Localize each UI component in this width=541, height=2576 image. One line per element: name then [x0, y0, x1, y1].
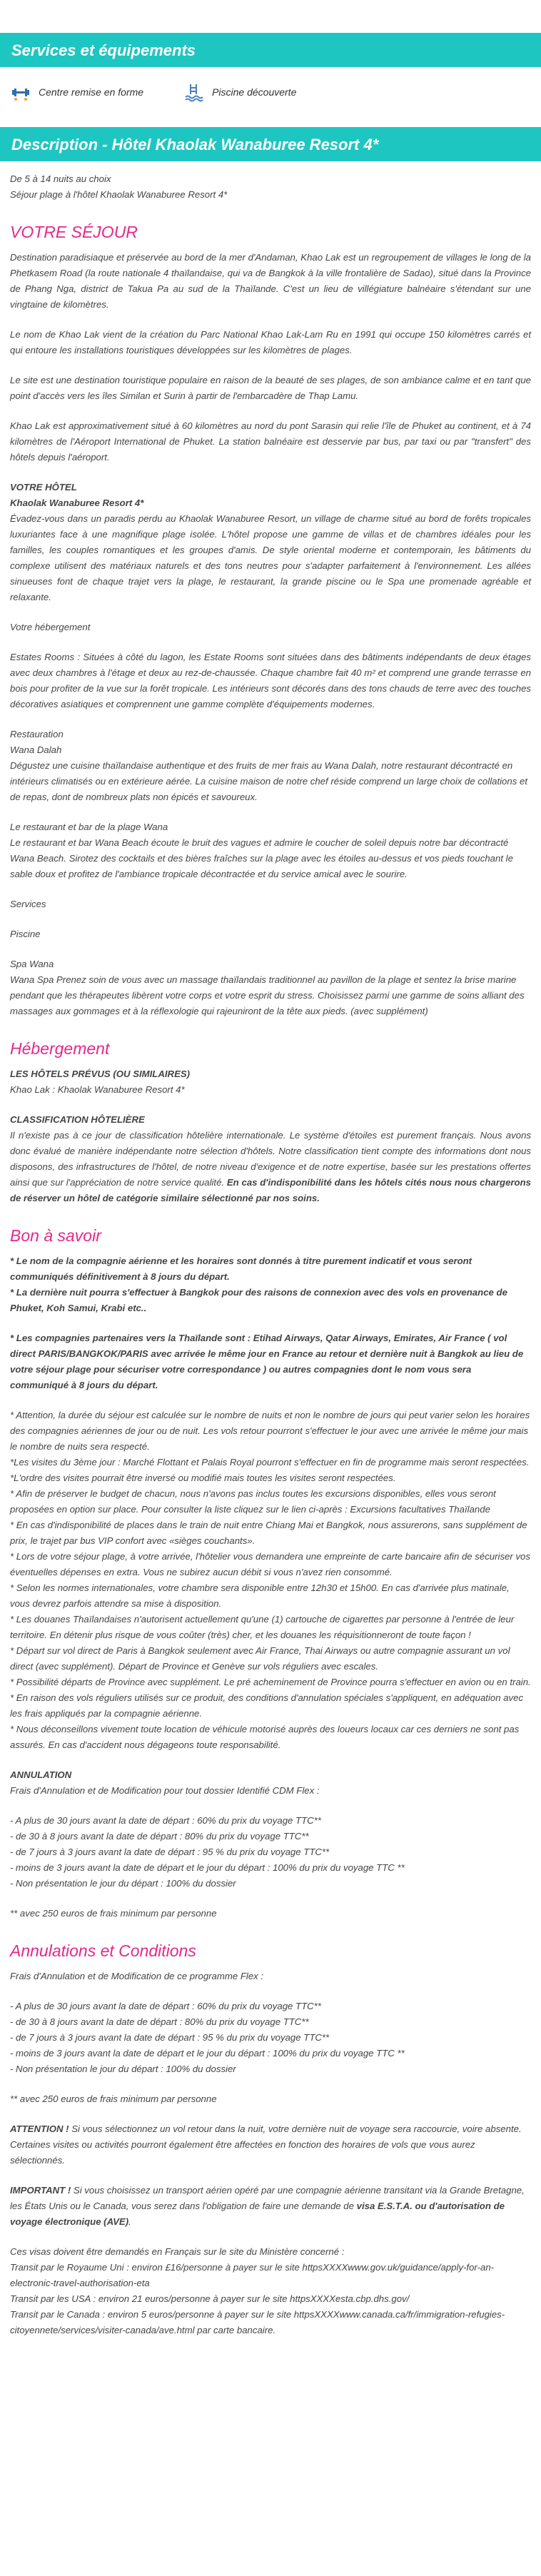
- annulation-list: [10, 1813, 531, 1891]
- classification-body: Il n'existe pas à ce jour de classification hôtelière internationale. Le système d'étoiles est purement français. Nous avons donc évalué de manière indépendante notre sélection d'hôtels. Notre classification tient compte des informations dont nous disposons, des infrastructures de l'hôtel, de notre niveau d'exigence et de notre expertise, basée sur les prestations offertes ainsi que sur l'appréciation de notre service qualité.: [10, 1130, 531, 1188]
- important-end: .: [128, 2216, 131, 2227]
- conditions-note: ** avec 250 euros de frais minimum par personne: [10, 2093, 217, 2104]
- pool-heading: Piscine: [10, 929, 41, 939]
- conditions-item: - de 30 à 8 jours avant la date de départ : 80% du prix du voyage TTC**: [10, 2016, 309, 2027]
- annulation-item: - moins de 3 jours avant la date de départ et le jour du départ : 100% du prix du voyage TTC **: [10, 1862, 405, 1873]
- important-bold: visa E.S.T.A. ou d'autorisation de voyage électronique (AVE): [10, 2201, 505, 2227]
- duration-text: De 5 à 14 nuits au choix: [10, 173, 111, 184]
- annulation-item: - de 30 à 8 jours avant la date de départ : 80% du prix du voyage TTC**: [10, 1831, 309, 1842]
- restaurant-name: Wana Dalah: [10, 744, 62, 755]
- description-content: [0, 161, 541, 2367]
- sejour-paragraph: Destination paradisiaque et préservée au bord de la mer d'Andaman, Khao Lak est un regroupement de villages le long de la Phetkasem Road (la route nationale 4 thaïlandaise, qui va de Bangkok à la ville frontalière de Sadao), situé dans la Province de Phang Nga, district de Takua Pa au sud de la Thaïlande. C'est un lieu de villégiature balnéaire s'étendant sur une vingtaine de kilomètres.: [10, 252, 531, 310]
- important-text: Si vous choisissez un transport aérien opéré par une compagnie aérienne transitant via la Grande Bretagne, les États Unis ou le Canada, vous serez dans l'obligation de faire une demande de: [10, 2185, 525, 2211]
- attention-label: ATTENTION !: [10, 2123, 69, 2134]
- facility-label: Piscine découverte: [212, 86, 297, 98]
- note-item: * Départ sur vol direct de Paris à Bangkok seulement avec Air France, Thai Airways ou autre compagnie assurant un vol direct (avec supplément). Départ de Province et Genève sur vols réguliers avec escales.: [10, 1645, 510, 1672]
- note-item: * Attention, la durée du séjour est calculée sur le nombre de nuits et non le nombre de jours qui peut varier selon les horaires des compagnies aériennes de jour ou de nuit. Les vols retour pourront s'effectuer le jour avec une arrivée le même jour mais le nombre de nuits sera respecté.: [10, 1410, 530, 1452]
- note-item: * En raison des vols réguliers utilisés sur ce produit, des conditions d'annulation spéciales s'appliquent, en adéquation avec les frais appliqués par la compagnie aérienne.: [10, 1692, 524, 1719]
- hotel-description: Évadez-vous dans un paradis perdu au Khaolak Wanaburee Resort, un village de charme situé au bord de forêts tropicales luxuriantes face à une magnifique plage isolée. L'hôtel propose une gamme de villas et de chambres idéales pour les familles, les couples romantiques et les groupes d'amis. De style oriental moderne et contemporain, les bâtiments du complexe utilisent des matériaux naturels et des tons neutres pour s'adapter parfaitement à l'environnement. Les allées sinueuses font de chaque trajet vers la plage, le restaurant, la grande piscine ou le Spa une promenade agréable et relaxante.: [10, 513, 531, 602]
- bar-description: Le restaurant et bar Wana Beach écoute le bruit des vagues et admire le coucher de soleil depuis notre bar décontracté Wana Beach. Sirotez des cocktails et des bières fraîches sur la plage avec les étoiles au-dessus et vos pieds touchant le sable doux et profitez de l'ambiance tropicale décontractée et du service amical avec le sourire.: [10, 837, 513, 879]
- important-paragraph: [10, 2183, 531, 2230]
- classification-heading: CLASSIFICATION HÔTELIÈRE: [10, 1114, 145, 1125]
- note-item: *Les visites du 3ème jour : Marché Flottant et Palais Royal pourront s'effectuer en fin de programme mais seront respectées.: [10, 1457, 530, 1468]
- bar-heading: Le restaurant et bar de la plage Wana: [10, 822, 168, 832]
- note-item: * Nous déconseillons vivement toute location de véhicule motorisé auprès des loueurs locaux car ces derniers ne sont pas assurés. En cas d'accident nous dégageons toute responsabilité.: [10, 1724, 520, 1750]
- conditions-item: - A plus de 30 jours avant la date de départ : 60% du prix du voyage TTC**: [10, 2001, 321, 2011]
- note-item: * Lors de votre séjour plage, à votre arrivée, l'hôtelier vous demandera une empreinte de carte bancaire afin de sécuriser vos éventuelles dépenses en extra. Vous ne subirez aucun débit si vous n'avez rien consommé.: [10, 1551, 530, 1577]
- note-item: * Afin de préserver le budget de chacun, nous n'avons pas inclus toutes les excursions disponibles, elles vous seront proposées en option sur place. Pour consulter la liste cliquez sur le lien ci-après : Excursions facultatives Thaïlande: [10, 1488, 496, 1515]
- annulation-item: - de 7 jours à 3 jours avant la date de départ : 95 % du prix du voyage TTC**: [10, 1847, 330, 1857]
- annulation-item: - Non présentation le jour du départ : 100% du dossier: [10, 1878, 236, 1889]
- classification-bold: En cas d'indisponibilité dans les hôtels cités nous nous chargerons de réserver un hôtel de catégorie similaire sélectionné par nos soins.: [10, 1177, 531, 1203]
- annulation-note: ** avec 250 euros de frais minimum par personne: [10, 1908, 217, 1919]
- info-bold: * Le nom de la compagnie aérienne et les horaires sont donnés à titre purement indicatif et vous seront communiqués définitivement à 8 jours du départ.: [10, 1256, 472, 1282]
- sejour-paragraph: Le site est une destination touristique populaire en raison de la beauté de ses plages, de son ambiance calme et en tant que point d'accès vers les îles Similan et Surin à partir de l'embarcadère de Thap Lamu.: [10, 375, 531, 401]
- conditions-intro: Frais d'Annulation et de Modification de ce programme Flex :: [10, 1971, 264, 1981]
- note-item: *L'ordre des visites pourrait être inversé ou modifié mais toutes les visites seront respectées.: [10, 1473, 396, 1483]
- attention-paragraph: [10, 2121, 531, 2168]
- visa-info: [10, 2244, 531, 2338]
- page: [0, 33, 541, 2367]
- restaurant-heading: Restauration: [10, 729, 64, 739]
- sejour-heading: VOTRE SÉJOUR: [10, 223, 138, 241]
- description-title: Description - Hôtel Khaolak Wanaburee Resort 4*: [0, 127, 541, 161]
- spa-heading: Spa Wana: [10, 959, 54, 969]
- note-item: * Les douanes Thaïlandaises n'autorisent actuellement qu'une (1) cartouche de cigarettes par personne à l'entrée de leur territoire. En détenir plus risque de vous coûter (très) cher, et les douanes les réquisitionneront de toute façon !: [10, 1614, 515, 1640]
- annulation-heading: ANNULATION: [10, 1769, 72, 1780]
- outdoor-pool-icon: [183, 81, 205, 103]
- info-bold: * La dernière nuit pourra s'effectuer à Bangkok pour des raisons de connexion avec des vols en provenance de Phuket, Koh Samui, Krabi etc..: [10, 1287, 507, 1313]
- info-bold: * Les compagnies partenaires vers la Thaïlande sont : Etihad Airways, Qatar Airways, Emirates, Air France ( vol direct PARIS/BANGKOK/PARIS avec arrivée le même jour en France au retour et dernière nuit à Bangkok au lieu de votre séjour plage pour sécuriser votre correspondance ) ou autres compagnies dont le nom vous sera communiqué à 8 jours du départ.: [10, 1333, 524, 1390]
- hotels-planned-line: Khao Lak : Khaolak Wanaburee Resort 4*: [10, 1084, 185, 1095]
- conditions-item: - de 7 jours à 3 jours avant la date de départ : 95 % du prix du voyage TTC**: [10, 2032, 330, 2043]
- restaurant-description: Dégustez une cuisine thaïlandaise authentique et des fruits de mer frais au Wana Dalah, notre restaurant décontracté en intérieurs climatisés ou en extérieure aérée. La cuisine maison de notre chef réside comprend un large choix de collations et de repas, dont de nombreux plats non épicés et savoureux.: [10, 760, 527, 802]
- facility-pool: [183, 81, 296, 103]
- visa-canada[interactable]: Transit par le Canada : environ 5 euros/personne à payer sur le site httpsXXXXwww.canada.ca/fr/immigration-refugies-citoyennete/services/visiter-canada/ave.html par carte bancaire.: [10, 2309, 505, 2335]
- facility-label: Centre remise en forme: [39, 86, 144, 98]
- conditions-item: - Non présentation le jour du départ : 100% du dossier: [10, 2064, 236, 2074]
- note-item: * Selon les normes internationales, votre chambre sera disponible entre 12h30 et 15h00. En cas d'arrivée plus matinale, vous devrez parfois attendre sa mise à disposition.: [10, 1582, 510, 1609]
- conditions-heading: Annulations et Conditions: [10, 1941, 196, 1960]
- hotels-planned-heading: LES HÔTELS PRÉVUS (OU SIMILAIRES): [10, 1069, 191, 1079]
- conditions-list: [10, 1999, 531, 2077]
- lodging-description: Estates Rooms : Situées à côté du lagon, les Estate Rooms sont situées dans des bâtiments indépendants de deux étages avec deux chambres à l'étage et deux au rez-de-chaussée. Chaque chambre fait 40 m² et comprend une grande terrasse en bois pour profiter de la vue sur la forêt tropicale. Les intérieurs sont décorés dans des tons chauds de terre avec des touches décoratives asiatiques et comprennent une gamme complète d'équipements modernes.: [10, 652, 531, 709]
- fitness-center-icon: [10, 81, 31, 103]
- sejour-paragraph: Le nom de Khao Lak vient de la création du Parc National Khao Lak-Lam Ru en 1991 qui occupe 150 kilomètres carrés et qui entoure les installations touristiques développées sur les kilomètres de plages.: [10, 329, 531, 355]
- important-label: IMPORTANT !: [10, 2185, 71, 2196]
- conditions-item: - moins de 3 jours avant la date de départ et le jour du départ : 100% du prix du voyage TTC **: [10, 2048, 405, 2059]
- annulation-intro: Frais d'Annulation et de Modification pour tout dossier Identifié CDM Flex :: [10, 1785, 320, 1796]
- note-item: * Possibilité départs de Province avec supplément. Le pré acheminement de Province pourra s'effectuer en avion ou en train.: [10, 1677, 531, 1687]
- sejour-paragraph: Khao Lak est approximativement situé à 60 kilomètres au nord du pont Sarasin qui relie l'île de Phuket au continent, et à 74 kilomètres de l'Aéroport International de Phuket. La station balnéaire est desservie par bus, par taxi ou par "transfert" des hôtels depuis l'aéroport.: [10, 420, 531, 463]
- stay-text: Séjour plage à l'hôtel Khaolak Wanaburee Resort 4*: [10, 189, 228, 200]
- visa-us[interactable]: Transit par les USA : environ 21 euros/personne à payer sur le site httpsXXXXesta.cbp.dhs.gov/: [10, 2293, 410, 2304]
- facilities-list: [0, 67, 541, 127]
- services-heading: Services: [10, 899, 46, 909]
- spa-description: Wana Spa Prenez soin de vous avec un massage thaïlandais traditionnel au pavillon de la plage et sentez la brise marine pendant que les thérapeutes libèrent votre corps et votre esprit du stress. Choisissez parmi une gamme de soins alliant des massages aux gommages et à la réflexologie qui rajeuniront de la tête aux pieds. (avec supplément): [10, 974, 525, 1016]
- note-item: * En cas d'indisponibilité de places dans le train de nuit entre Chiang Mai et Bangkok, nous assurerons, sans supplément de prix, le trajet par bus VIP confort avec «sièges couchants».: [10, 1520, 527, 1546]
- visa-intro: Ces visas doivent être demandés en Français sur le site du Ministère concerné :: [10, 2246, 345, 2257]
- classification-text: [10, 1128, 531, 1206]
- annulation-item: - A plus de 30 jours avant la date de départ : 60% du prix du voyage TTC**: [10, 1815, 321, 1826]
- hebergement-heading: Hébergement: [10, 1039, 110, 1058]
- notes-list: [10, 1408, 531, 1753]
- hotel-heading: VOTRE HÔTEL: [10, 482, 77, 493]
- visa-uk[interactable]: Transit par le Royaume Uni : environ £16/personne à payer sur le site httpsXXXXwww.gov.uk/guidance/apply-for-an-electronic-travel-authorisation-eta: [10, 2262, 495, 2288]
- bon-a-savoir-heading: Bon à savoir: [10, 1226, 101, 1245]
- facility-fitness: [10, 81, 143, 103]
- lodging-heading: Votre hébergement: [10, 622, 91, 632]
- services-title: Services et équipements: [0, 33, 541, 67]
- hotel-name: Khaolak Wanaburee Resort 4*: [10, 497, 144, 508]
- attention-text: Si vous sélectionnez un vol retour dans la nuit, votre dernière nuit de voyage sera raccourcie, voire absente. Certaines visites ou activités pourront également être affectées en fonction des horaires de vols que vous aurez sélectionnés.: [10, 2123, 522, 2166]
